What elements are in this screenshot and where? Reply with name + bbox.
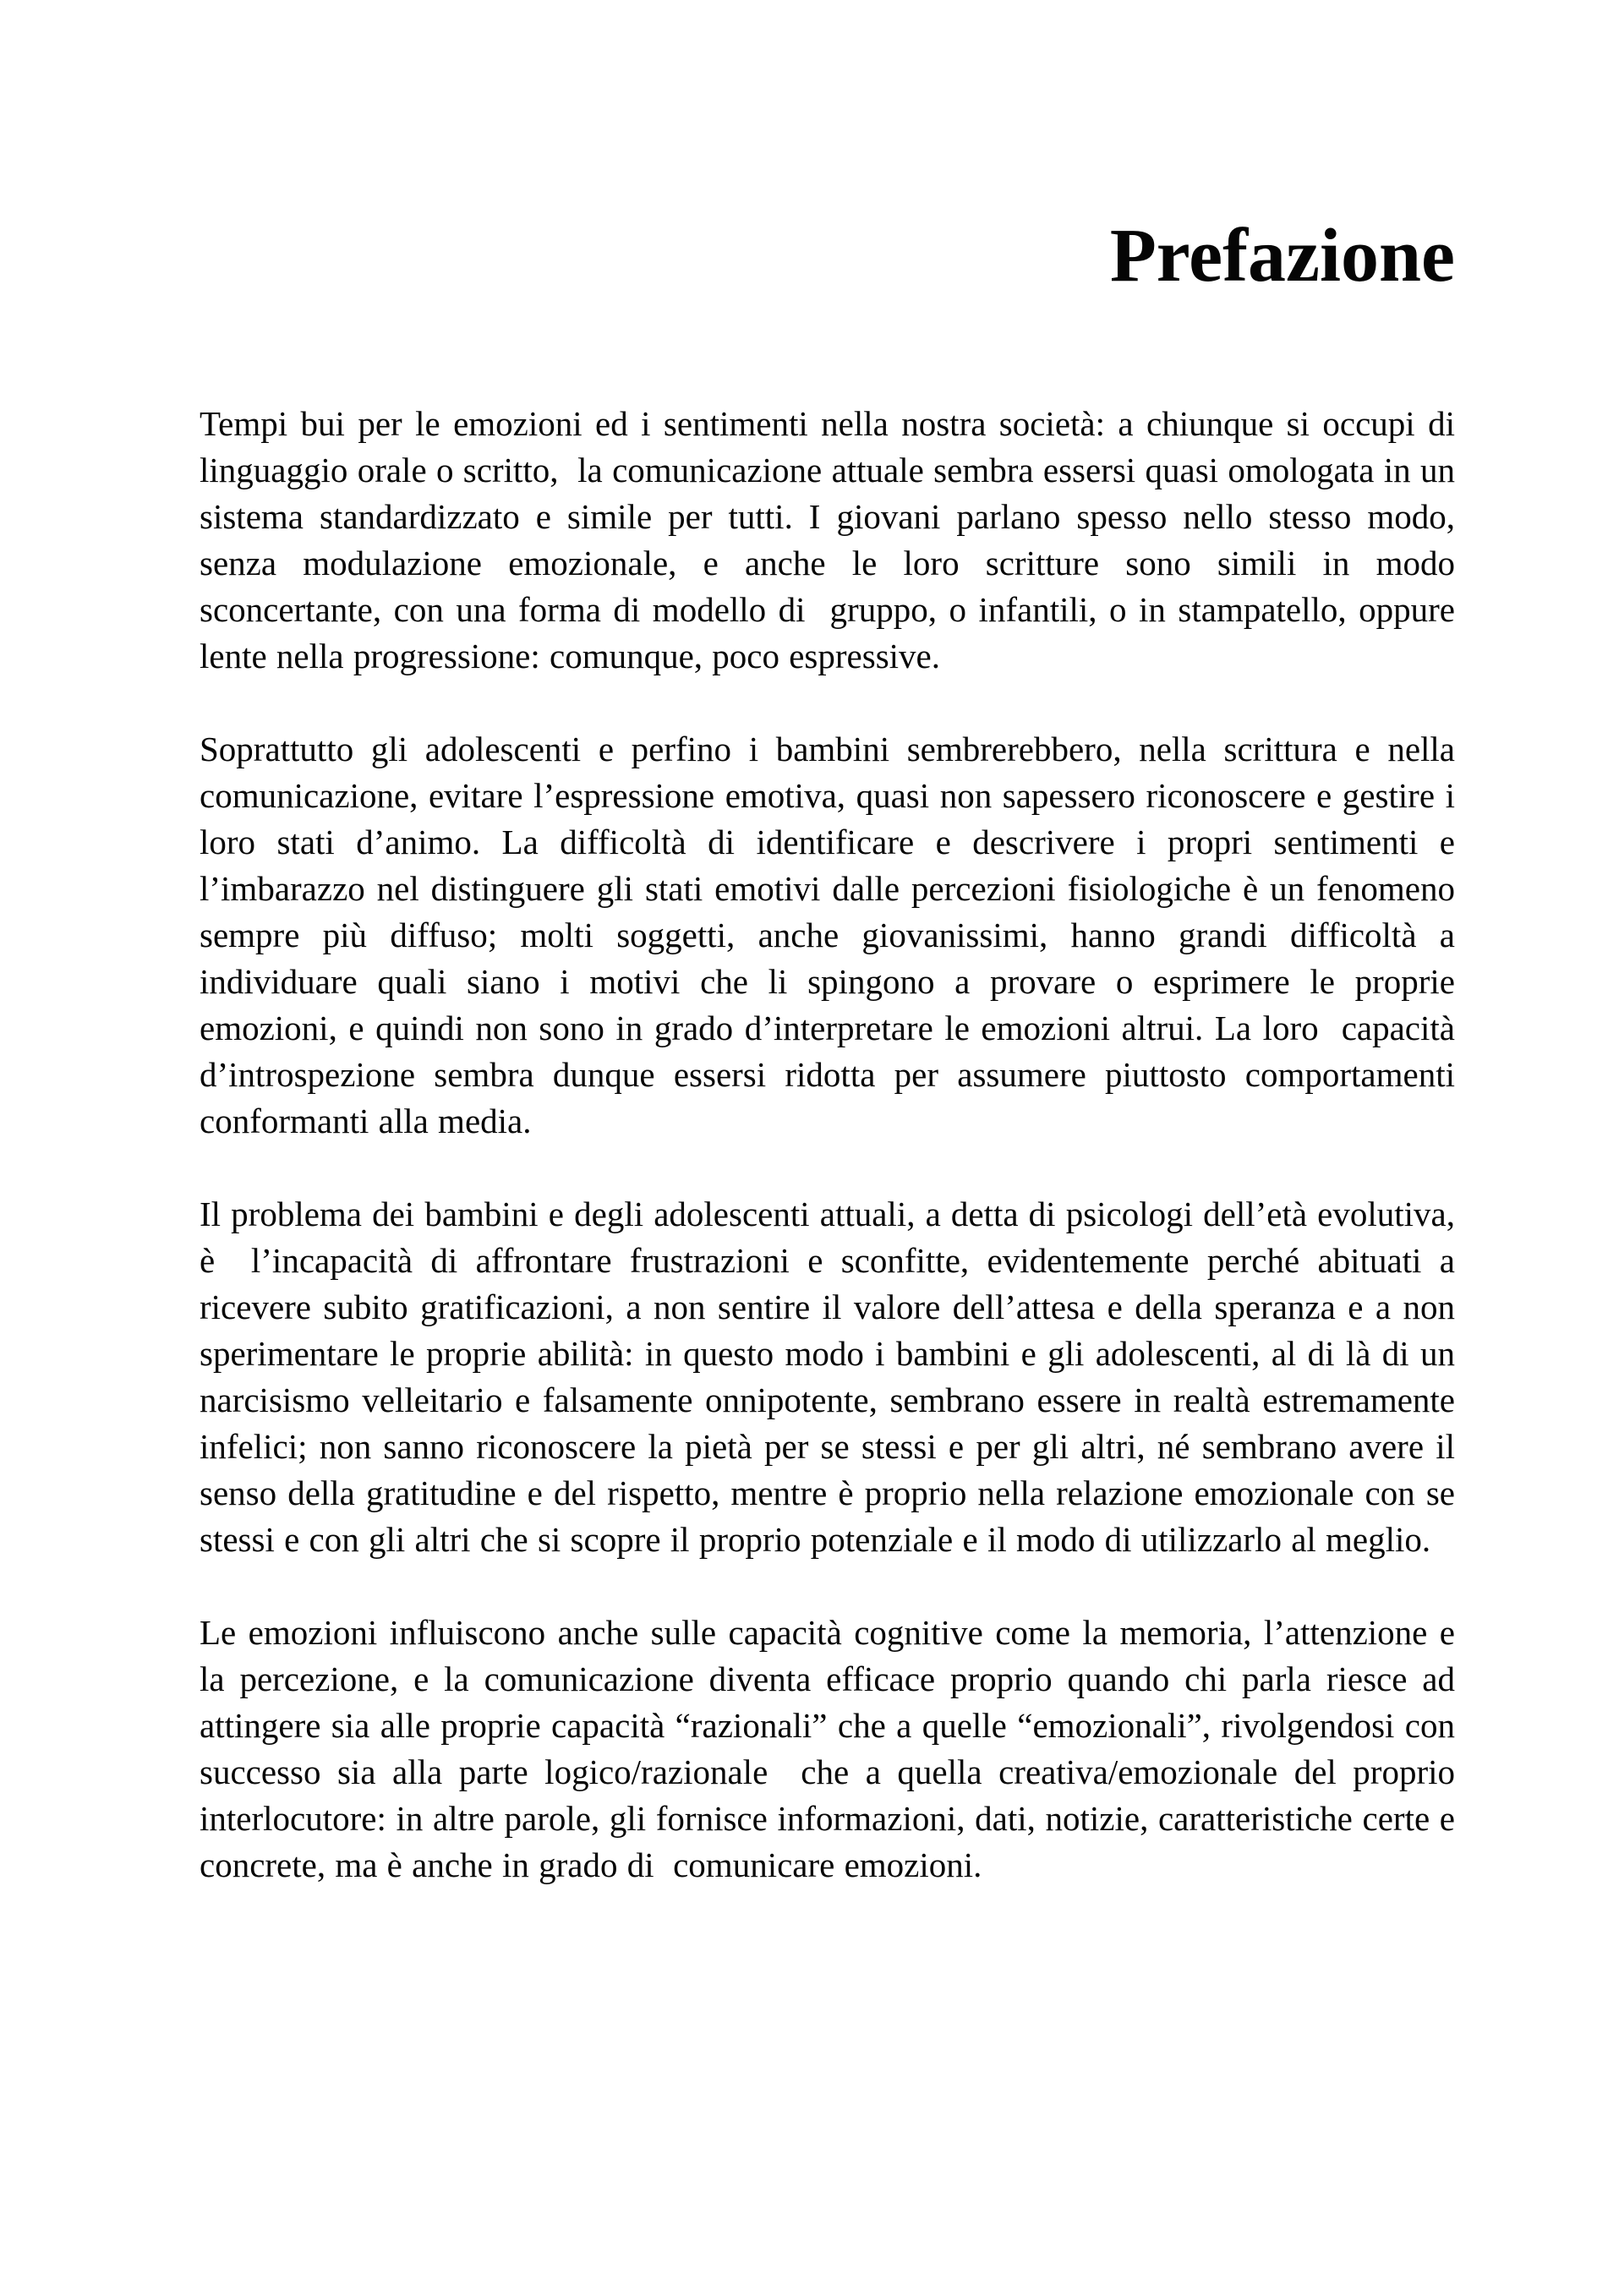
paragraph-1: Tempi bui per le emozioni ed i sentimenti nella nostra società: a chiunque si occupi di linguaggio orale o scritto, la comunicazione attuale sembra essersi quasi omologata in un sistema standardizzato e simile per tutti. I giovani parlano spesso nello stesso modo, senza modulazione emozionale, e anche le loro scritture sono simili in modo sconcertante, con una forma di modello di gruppo, o infantili, o in stampatello, oppure lente nella progressione: comunque, poco espressive. xyxy=(200,404,1455,675)
paragraph-3: Il problema dei bambini e degli adolescenti attuali, a detta di psicologi dell’età evolutiva, è l’incapacità di affrontare frustrazioni e sconfitte, evidentemente perché abituati a ricevere subito gratificazioni, a non sentire il valore dell’attesa e della speranza e a non sperimentare le proprie abilità: in questo modo i bambini e gli adolescenti, al di là di un narcisismo velleitario e falsamente onnipotente, sembrano essere in realtà estremamente infelici; non sanno riconoscere la pietà per se stessi e per gli altri, né sembrano avere il senso della gratitudine e del rispetto, mentre è proprio nella relazione emozionale con se stessi e con gli altri che si scopre il proprio potenziale e il modo di utilizzarlo al meglio. xyxy=(200,1194,1455,1559)
paragraph-4: Le emozioni influiscono anche sulle capacità cognitive come la memoria, l’attenzione e la percezione, e la comunicazione diventa efficace proprio quando chi parla riesce ad attingere sia alle proprie capacità “razionali” che a quelle “emozionali”, rivolgendosi con successo sia alla parte logico/razionale che a quella creativa/emozionale del proprio interlocutore: in altre parole, gli fornisce informazioni, dati, notizie, caratteristiche certe e concrete, ma è anche in grado di comunicare emozioni. xyxy=(200,1613,1455,1884)
page-title: Prefazione xyxy=(1109,214,1455,298)
paragraph-2: Soprattutto gli adolescenti e perfino i bambini sembrerebbero, nella scrittura e nella comunicazione, evitare l’espressione emotiva, quasi non sapessero riconoscere e gestire i loro stati d’animo. La difficoltà di identificare e descrivere i propri sentimenti e l’imbarazzo nel distinguere gli stati emotivi dalle percezioni fisiologiche è un fenomeno sempre più diffuso; molti soggetti, anche giovanissimi, hanno grandi difficoltà a individuare quali siano i motivi che li spingono a provare o esprimere le proprie emozioni, e quindi non sono in grado d’interpretare le emozioni altrui. La loro capacità d’introspezione sembra dunque essersi ridotta per assumere piuttosto comportamenti conformanti alla media. xyxy=(200,730,1455,1140)
